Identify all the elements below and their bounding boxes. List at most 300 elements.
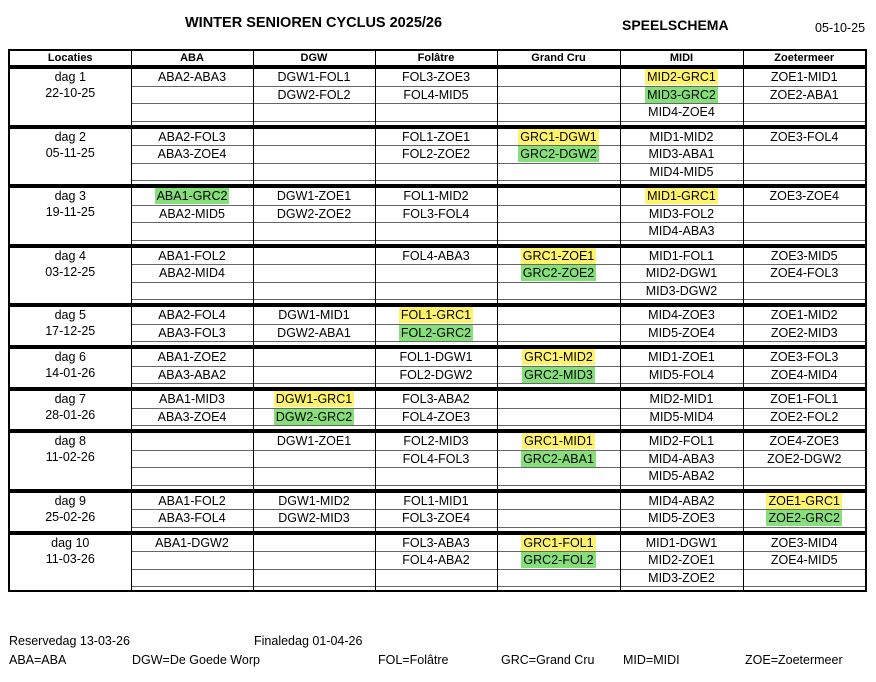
- match-pairing: ABA3-FOL4: [158, 511, 226, 526]
- match-cell: [375, 86, 497, 104]
- day-name: dag 10: [51, 535, 90, 550]
- match-pairing: GRC2-FOL2: [523, 553, 594, 568]
- match-cell: [620, 552, 743, 570]
- match-cell: [743, 552, 866, 570]
- spacer-cell: [375, 587, 497, 592]
- match-pairing: ABA3-ZOE4: [157, 147, 227, 162]
- match-cell: [131, 450, 253, 468]
- day-cell: [9, 246, 131, 306]
- match-cell: [253, 67, 375, 86]
- match-cell: [131, 282, 253, 300]
- day-cell: [9, 305, 131, 347]
- day-cell: [9, 431, 131, 491]
- match-cell: [131, 127, 253, 146]
- match-pairing: GRC2-ZOE2: [522, 266, 595, 281]
- match-cell: [497, 468, 620, 486]
- match-pairing: ZOE4-FOL3: [770, 266, 839, 281]
- legend-aba: ABA=ABA: [9, 653, 67, 667]
- match-cell: [743, 569, 866, 587]
- day-date: 11-02-26: [45, 450, 95, 464]
- day-cell: [9, 533, 131, 592]
- match-row: [9, 127, 866, 146]
- match-cell: [620, 450, 743, 468]
- match-cell: [497, 491, 620, 510]
- match-cell: [743, 533, 866, 552]
- match-cell: [131, 468, 253, 486]
- match-cell: [253, 223, 375, 241]
- match-pairing: MID2-GRC1: [647, 70, 716, 85]
- match-cell: [620, 205, 743, 223]
- match-cell: [497, 127, 620, 146]
- match-pairing: ABA3-ABA2: [157, 367, 227, 382]
- match-pairing: ZOE1-FOL1: [770, 392, 839, 407]
- match-pairing: ZOE2-MID3: [770, 325, 838, 340]
- match-pairing: FOL3-ZOE3: [401, 70, 471, 85]
- match-cell: [620, 491, 743, 510]
- match-pairing: ZOE3-ZOE4: [769, 189, 839, 204]
- match-cell: [253, 389, 375, 408]
- day-date: 22-10-25: [45, 86, 96, 100]
- match-pairing: ZOE1-MID1: [770, 70, 838, 85]
- match-pairing: MID4-ABA3: [648, 451, 715, 466]
- match-cell: [620, 324, 743, 342]
- match-pairing: MID1-DGW1: [645, 535, 718, 550]
- match-row: [9, 305, 866, 324]
- match-row: [9, 510, 866, 528]
- match-cell: [620, 146, 743, 164]
- match-cell: [131, 389, 253, 408]
- match-cell: [743, 450, 866, 468]
- match-pairing: MID2-ZOE1: [648, 553, 715, 568]
- schedule-table: [8, 49, 867, 592]
- match-cell: [743, 366, 866, 384]
- match-cell: [743, 324, 866, 342]
- match-cell: [253, 468, 375, 486]
- day-name: dag 5: [54, 308, 86, 322]
- reserve-day: Reservedag 13-03-26: [9, 634, 130, 648]
- spacer-cell: [131, 587, 253, 592]
- match-cell: [375, 305, 497, 324]
- legend-mid: MID=MIDI: [623, 653, 680, 667]
- match-cell: [497, 246, 620, 265]
- match-pairing: ABA2-FOL3: [158, 129, 226, 144]
- match-cell: [743, 491, 866, 510]
- match-pairing: MID2-DGW1: [645, 266, 718, 281]
- match-cell: [620, 163, 743, 181]
- match-pairing: DGW1-MID2: [278, 493, 350, 508]
- column-header-locaties: Locaties: [9, 50, 131, 67]
- match-pairing: DGW1-MID1: [278, 308, 350, 323]
- match-pairing: MID3-ZOE2: [648, 570, 715, 585]
- match-pairing: GRC2-MID3: [524, 367, 593, 382]
- match-cell: [497, 347, 620, 366]
- match-pairing: ABA1-ZOE2: [157, 350, 227, 365]
- match-cell: [253, 491, 375, 510]
- match-pairing: FOL2-MID3: [403, 434, 469, 449]
- match-cell: [131, 67, 253, 86]
- match-cell: [497, 408, 620, 426]
- match-cell: [131, 86, 253, 104]
- match-pairing: GRC2-DGW2: [520, 147, 597, 162]
- match-pairing: DGW1-ZOE1: [276, 434, 352, 449]
- match-cell: [375, 67, 497, 86]
- match-cell: [743, 347, 866, 366]
- match-pairing: DGW2-MID3: [278, 511, 350, 526]
- match-pairing: MID4-MID5: [649, 164, 714, 179]
- match-pairing: ABA3-FOL3: [158, 325, 226, 340]
- match-cell: [743, 468, 866, 486]
- match-pairing: ZOE2-GRC2: [768, 511, 841, 526]
- legend-dgw: DGW=De Goede Worp: [132, 653, 260, 667]
- day-date: 03-12-25: [45, 264, 96, 279]
- match-pairing: ABA1-GRC2: [156, 189, 228, 204]
- match-pairing: ZOE2-DGW2: [767, 451, 842, 466]
- match-cell: [620, 282, 743, 300]
- match-row: [9, 104, 866, 122]
- match-cell: [131, 265, 253, 283]
- match-cell: [620, 104, 743, 122]
- match-pairing: ZOE4-ZOE3: [769, 434, 839, 449]
- match-cell: [497, 163, 620, 181]
- schedule-body: [9, 67, 866, 591]
- day-date: 25-02-26: [45, 509, 96, 524]
- match-cell: [253, 146, 375, 164]
- match-cell: [253, 408, 375, 426]
- match-pairing: ABA2-MID4: [159, 266, 225, 281]
- match-cell: [497, 324, 620, 342]
- header-row: [9, 50, 866, 67]
- match-pairing: MID4-ABA2: [648, 493, 715, 508]
- match-cell: [131, 324, 253, 342]
- match-cell: [743, 305, 866, 324]
- match-pairing: FOL3-ZOE4: [401, 511, 471, 526]
- match-pairing: MID3-ABA1: [648, 147, 715, 162]
- document-title: WINTER SENIOREN CYCLUS 2025/26: [185, 15, 443, 31]
- day-cell: [9, 127, 131, 187]
- match-cell: [131, 305, 253, 324]
- match-cell: [375, 366, 497, 384]
- match-cell: [375, 127, 497, 146]
- column-header-midi: MIDI: [620, 50, 743, 67]
- match-cell: [375, 146, 497, 164]
- match-pairing: MID4-ZOE4: [648, 105, 715, 120]
- match-cell: [131, 431, 253, 450]
- match-cell: [375, 324, 497, 342]
- match-cell: [131, 408, 253, 426]
- match-pairing: MID4-ZOE3: [648, 308, 715, 323]
- match-pairing: MID5-ZOE4: [648, 325, 715, 340]
- match-pairing: MID5-MID4: [649, 409, 714, 424]
- match-row: [9, 186, 866, 205]
- match-cell: [497, 265, 620, 283]
- match-pairing: FOL1-ZOE1: [401, 129, 471, 144]
- match-cell: [131, 552, 253, 570]
- match-cell: [375, 450, 497, 468]
- match-pairing: ZOE3-MID5: [770, 248, 838, 263]
- match-cell: [253, 104, 375, 122]
- match-row: [9, 491, 866, 510]
- match-cell: [497, 146, 620, 164]
- match-cell: [131, 223, 253, 241]
- match-cell: [743, 86, 866, 104]
- match-cell: [743, 389, 866, 408]
- match-cell: [620, 347, 743, 366]
- day-date: 28-01-26: [45, 408, 96, 422]
- match-pairing: DGW1-ZOE1: [276, 189, 352, 204]
- match-row: [9, 431, 866, 450]
- match-pairing: GRC1-DGW1: [520, 129, 597, 144]
- match-cell: [375, 431, 497, 450]
- match-pairing: DGW1-FOL1: [277, 70, 351, 85]
- match-cell: [253, 510, 375, 528]
- legend-fol: FOL=Folâtre: [378, 653, 449, 667]
- column-header-folatre: Folâtre: [375, 50, 497, 67]
- match-cell: [131, 347, 253, 366]
- match-cell: [497, 186, 620, 205]
- match-cell: [743, 146, 866, 164]
- match-cell: [497, 86, 620, 104]
- match-cell: [375, 491, 497, 510]
- match-cell: [253, 282, 375, 300]
- column-header-dgw: DGW: [253, 50, 375, 67]
- match-cell: [375, 223, 497, 241]
- match-pairing: FOL2-ZOE2: [401, 147, 471, 162]
- column-header-zoetermeer: Zoetermeer: [743, 50, 866, 67]
- match-row: [9, 408, 866, 426]
- match-cell: [743, 223, 866, 241]
- match-pairing: ZOE3-FOL4: [770, 129, 839, 144]
- match-row: [9, 246, 866, 265]
- match-cell: [743, 510, 866, 528]
- match-cell: [375, 552, 497, 570]
- day-name: dag 8: [54, 434, 86, 448]
- match-pairing: FOL4-MID5: [403, 87, 469, 102]
- match-cell: [131, 205, 253, 223]
- match-row: [9, 163, 866, 181]
- match-cell: [375, 186, 497, 205]
- match-cell: [375, 163, 497, 181]
- match-cell: [620, 468, 743, 486]
- match-cell: [253, 533, 375, 552]
- match-cell: [497, 510, 620, 528]
- match-cell: [253, 86, 375, 104]
- spacer-row: [9, 587, 866, 592]
- match-cell: [253, 569, 375, 587]
- day-cell: [9, 67, 131, 127]
- match-pairing: ZOE4-MID4: [770, 367, 838, 382]
- day-name: dag 6: [54, 350, 86, 364]
- match-pairing: ZOE3-MID4: [770, 535, 838, 550]
- match-cell: [253, 205, 375, 223]
- match-row: [9, 67, 866, 86]
- match-pairing: MID1-MID2: [649, 129, 714, 144]
- match-cell: [497, 533, 620, 552]
- match-pairing: MID3-FOL2: [648, 206, 715, 221]
- match-cell: [253, 347, 375, 366]
- match-pairing: ZOE1-MID2: [770, 308, 838, 323]
- match-pairing: FOL4-ABA3: [402, 248, 470, 263]
- match-cell: [620, 223, 743, 241]
- match-pairing: MID2-FOL1: [648, 434, 715, 449]
- match-cell: [131, 163, 253, 181]
- match-cell: [743, 265, 866, 283]
- day-name: dag 2: [54, 129, 86, 144]
- legend-zoe: ZOE=Zoetermeer: [745, 653, 843, 667]
- match-cell: [620, 67, 743, 86]
- match-pairing: ABA1-FOL2: [158, 493, 226, 508]
- match-pairing: DGW2-GRC2: [275, 409, 353, 424]
- match-pairing: MID3-DGW2: [645, 283, 718, 298]
- match-pairing: MID5-ABA2: [648, 469, 715, 484]
- day-name: dag 3: [54, 189, 86, 203]
- match-cell: [620, 389, 743, 408]
- match-cell: [375, 104, 497, 122]
- match-cell: [375, 246, 497, 265]
- match-cell: [620, 305, 743, 324]
- match-cell: [743, 431, 866, 450]
- match-pairing: FOL3-FOL4: [402, 206, 470, 221]
- match-pairing: ABA2-FOL4: [158, 308, 226, 323]
- match-pairing: ZOE3-FOL3: [770, 350, 839, 365]
- match-cell: [253, 324, 375, 342]
- match-cell: [620, 431, 743, 450]
- match-cell: [253, 163, 375, 181]
- match-cell: [743, 205, 866, 223]
- match-row: [9, 569, 866, 587]
- spacer-cell: [253, 587, 375, 592]
- match-pairing: GRC1-MID2: [524, 350, 593, 365]
- day-date: 19-11-25: [45, 205, 95, 219]
- match-row: [9, 347, 866, 366]
- match-row: [9, 205, 866, 223]
- final-day: Finaledag 01-04-26: [254, 634, 363, 648]
- match-cell: [253, 127, 375, 146]
- schema-label: SPEELSCHEMA: [622, 17, 729, 33]
- match-cell: [620, 533, 743, 552]
- match-pairing: ABA1-FOL2: [158, 248, 226, 263]
- match-pairing: MID1-ZOE1: [648, 350, 715, 365]
- match-cell: [743, 282, 866, 300]
- match-cell: [620, 86, 743, 104]
- match-pairing: FOL2-GRC2: [400, 325, 472, 340]
- match-pairing: ZOE2-FOL2: [770, 409, 839, 424]
- match-cell: [375, 347, 497, 366]
- match-pairing: MID2-MID1: [649, 392, 714, 407]
- match-cell: [743, 163, 866, 181]
- match-cell: [620, 246, 743, 265]
- match-pairing: FOL4-ABA2: [402, 553, 470, 568]
- match-row: [9, 146, 866, 164]
- match-pairing: FOL4-ZOE3: [401, 409, 471, 424]
- match-row: [9, 552, 866, 570]
- spacer-cell: [743, 587, 866, 592]
- match-cell: [620, 408, 743, 426]
- day-name: dag 1: [54, 70, 86, 84]
- match-cell: [497, 104, 620, 122]
- match-pairing: MID1-FOL1: [648, 248, 715, 263]
- match-cell: [497, 67, 620, 86]
- match-pairing: GRC1-MID1: [524, 434, 593, 449]
- match-cell: [131, 186, 253, 205]
- match-pairing: ABA2-MID5: [159, 206, 225, 221]
- match-pairing: FOL2-DGW2: [399, 367, 473, 382]
- match-cell: [497, 389, 620, 408]
- match-cell: [743, 246, 866, 265]
- match-cell: [253, 450, 375, 468]
- match-pairing: ZOE2-ABA1: [769, 87, 839, 102]
- day-cell: [9, 389, 131, 431]
- match-cell: [375, 282, 497, 300]
- match-row: [9, 389, 866, 408]
- day-name: dag 4: [54, 248, 86, 263]
- match-cell: [375, 468, 497, 486]
- match-pairing: FOL1-MID1: [403, 493, 469, 508]
- match-row: [9, 86, 866, 104]
- match-cell: [620, 186, 743, 205]
- match-cell: [131, 104, 253, 122]
- match-row: [9, 282, 866, 300]
- match-cell: [497, 205, 620, 223]
- match-pairing: ABA2-ABA3: [157, 70, 227, 85]
- match-pairing: FOL1-GRC1: [400, 308, 472, 323]
- day-cell: [9, 347, 131, 389]
- match-cell: [743, 186, 866, 205]
- match-pairing: GRC2-ABA1: [523, 451, 594, 466]
- match-cell: [253, 186, 375, 205]
- match-pairing: GRC1-FOL1: [523, 535, 594, 550]
- match-pairing: FOL1-MID2: [403, 189, 469, 204]
- match-cell: [375, 408, 497, 426]
- match-cell: [253, 246, 375, 265]
- match-cell: [497, 569, 620, 587]
- match-cell: [131, 569, 253, 587]
- match-cell: [253, 552, 375, 570]
- match-cell: [497, 305, 620, 324]
- match-pairing: ZOE4-MID5: [770, 553, 838, 568]
- match-pairing: ABA1-DGW2: [155, 535, 229, 550]
- match-cell: [620, 265, 743, 283]
- column-header-grand-cru: Grand Cru: [497, 50, 620, 67]
- match-cell: [375, 265, 497, 283]
- day-name: dag 7: [54, 392, 86, 406]
- day-date: 17-12-25: [45, 324, 96, 338]
- document-date: 05-10-25: [815, 21, 866, 35]
- match-cell: [497, 223, 620, 241]
- day-cell: [9, 491, 131, 533]
- match-cell: [253, 305, 375, 324]
- match-pairing: MID5-ZOE3: [648, 511, 715, 526]
- match-pairing: DGW2-ZOE2: [276, 206, 352, 221]
- match-row: [9, 468, 866, 486]
- match-cell: [620, 510, 743, 528]
- match-cell: [131, 146, 253, 164]
- match-row: [9, 450, 866, 468]
- match-pairing: MID1-GRC1: [647, 189, 716, 204]
- match-cell: [375, 510, 497, 528]
- match-cell: [131, 366, 253, 384]
- match-row: [9, 533, 866, 552]
- match-cell: [497, 431, 620, 450]
- spacer-cell: [620, 587, 743, 592]
- match-pairing: FOL3-ABA2: [402, 392, 470, 407]
- match-pairing: DGW1-GRC1: [275, 392, 353, 407]
- match-cell: [253, 366, 375, 384]
- match-cell: [375, 205, 497, 223]
- spacer-cell: [497, 587, 620, 592]
- match-cell: [497, 450, 620, 468]
- match-cell: [253, 431, 375, 450]
- match-pairing: FOL4-FOL3: [402, 451, 470, 466]
